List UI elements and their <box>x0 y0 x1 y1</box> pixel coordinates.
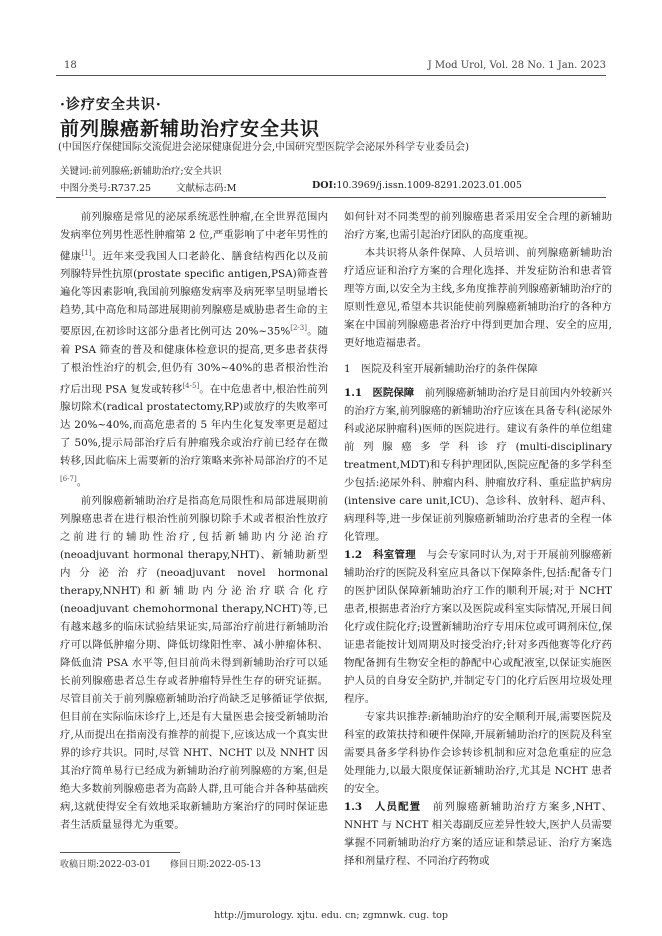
class-number: 中图分类号:R737.25 <box>60 183 152 194</box>
right-paragraph-1: 如何针对不同类型的前列腺癌患者采用安全合理的新辅助治疗方案,也需引起治疗团队的高度重视。 <box>344 211 612 241</box>
left-paragraph-1: 前列腺癌是常见的泌尿系统恶性肿瘤,在全世界范围内发病率位列男性恶性肿瘤第 2 位,严重影响了中老年男性的健康[1]。近年来受我国人口老龄化、膳食结构西化以及前列腺特异性抗原(prostate specific antigen,PSA)筛查普遍化等因素影响,我国前列腺癌发病率及病死率呈明显增长趋势,其中高危和局部进展期前列腺癌是威胁患者生命的主要原因,在初诊时这部分患者比例可达 20%~35%[2-3]。随着 PSA 筛查的普及和健康体检意识的提高,更多患者获得了根治性治疗的机会,但仍有 30%~40%的患者根治性治疗后出现 PSA 复发或转移[4-5]。在中危患者中,根治性前列腺切除术(radical prostatectomy,RP)或放疗的失败率可达 20%~40%,而高危患者的 5 年内生化复发率更是超过了 50%,提示局部治疗后有肿瘤残余或治疗前已经存在微转移,因此临床上需要新的治疗策略来弥补局部治疗的不足[6-7]。 <box>60 211 328 489</box>
article-title: 前列腺癌新辅助治疗安全共识 <box>60 118 321 140</box>
page-number: 18 <box>64 60 77 71</box>
header-divider <box>56 75 606 76</box>
citation-ref[interactable]: [1] <box>81 249 92 257</box>
subsection-title-1-3: 1.3 人员配置 <box>344 801 422 813</box>
consensus-recommendation: 专家共识推荐:新辅助治疗的安全顺利开展,需要医院及科室的政策扶持和硬件保障,开展新辅助治疗的医院及科室需要具备多学科协作会诊转诊机制和应对急危重症的应急处理能力,以最大限度保证新辅助治疗,尤其是 NCHT 患者的安全。 <box>344 711 612 795</box>
doi <box>312 180 522 194</box>
authors: (中国医疗保健国际交流促进会泌尿健康促进分会,中国研究型医院学会泌尿外科学专业委员会) <box>58 142 469 153</box>
left-paragraph-2: 前列腺癌新辅助治疗是指高危局限性和局部进展期前列腺癌患者在进行根治性前列腺切除手术或者根治性放疗之前进行的辅助性治疗,包括新辅助内分泌治疗(neoadjuvant hormonal therapy,NHT)、新辅助新型内分泌治疗(neoadjuvant novel hormonal therapy,NNHT)和新辅助内分泌治疗联合化疗(neoadjuvant chemohormonal therapy,NCHT)等,已有越来越多的临床试验结果证实,局部治疗前进行新辅助治疗可以降低肿瘤分期、降低切缘阳性率、减小肿瘤体积、降低血清 PSA 水平等,但目前尚未得到新辅助治疗可以延长前列腺癌患者总生存或者肿瘤特异性生存的研究证据。尽管目前关于前列腺癌新辅助治疗尚缺乏足够循证学依据,但目前在实际临床诊疗上,还是有大量医患会接受新辅助治疗,从而提出在指南没有推荐的前提下,应该达成一个真实世界的诊疗共识。同时,尽管 NHT、NCHT 以及 NNHT 因其治疗简单易行已经成为新辅助治疗前列腺癌的方案,但是绝大多数前列腺癌患者为高龄人群,且可能合并各种基础疾病,这就使得安全有效地采取新辅助方案治疗的同时保证患者生活质量显得尤为重要。 <box>60 494 328 831</box>
received-date: 收稿日期:2022-03-01 <box>60 860 151 870</box>
subsection-title-1-2: 1.2 科室管理 <box>344 549 416 561</box>
section-tag: ·诊疗安全共识· <box>60 97 162 113</box>
citation-ref[interactable]: [4-5] <box>182 381 200 390</box>
citation-ref[interactable]: [2-3] <box>290 324 307 333</box>
right-column: 如何针对不同类型的前列腺癌患者采用安全合理的新辅助治疗方案,也需引起治疗团队的高度重视。 本共识将从条件保障、人员培训、前列腺癌新辅助治疗适应证和治疗方案的合理化选择、并发症防治和患者管理等方面,以安全为主线,多角度推荐前列腺癌新辅助治疗的原则性意见,希望本共识能使前列腺癌新辅助治疗的各种方案在中国前列腺癌患者治疗中得到更加合理、安全的应用,更好地造福患者。 1 医院及科室开展新辅助治疗的条件保障 1.1 医院保障 前列腺癌新辅助治疗是目前国内外较新兴的治疗方案,前列腺癌的新辅助治疗应该在具备专科(泌尿外科或泌尿肿瘤科)医师的医院进行。建议有条件的单位组建前列腺癌多学科诊疗(multi-disciplinary treatment,MDT)和专科护理团队,医院应配备的多学科至少包括:泌尿外科、肿瘤内科、肿瘤放疗科、重症监护病房(intensive care unit,ICU)、急诊科、放射科、超声科、病理科等,进一步保证前列腺癌新辅助治疗患者的全程一体化管理。 1.2 科室管理 与会专家同时认为,对于开展前列腺癌新辅助治疗的医院及科室应具备以下保障条件,包括:配备专门的医护团队保障新辅助治疗工作的顺利开展;对于 NCHT 患者,根据患者治疗方案以及医院或科室实际情况,开展日间化疗或住院化疗;设置新辅助治疗专用床位或可调剂床位,保证患者能按计划周期及时接受治疗;针对多西他赛等化疗药物配备拥有生物安全柜的静配中心或配液室,以保证实施医护人员的自身安全防护,并制定专门的化疗后医用垃圾处理程序。 专家共识推荐:新辅助治疗的安全顺利开展,需要医院及科室的政策扶持和硬件保障,开展新辅助治疗的医院及科室需要具备多学科协作会诊转诊机制和应对急危重症的应急处理能力,以最大限度保证新辅助治疗,尤其是 NCHT 患者的安全。 1.3 人员配置 前列腺癌新辅助治疗方案多,NHT、NNHT 与 NCHT 相关毒副反应差异性较大,医护人员需要掌握不同新辅助治疗方案的适应证和禁忌证、治疗方案选择和剂量疗程、不同治疗药物或 <box>344 208 612 926</box>
keywords: 关键词:前列腺癌;新辅助治疗;安全共识 <box>60 166 222 177</box>
document-code: 文献标志码:M <box>176 183 237 194</box>
section-heading-1: 1 医院及科室开展新辅助治疗的条件保障 <box>344 363 538 375</box>
journal-info: J Mod Urol, Vol. 28 No. 1 Jan. 2023 <box>427 60 606 71</box>
classification-row <box>60 180 522 194</box>
citation-ref[interactable]: [6-7] <box>60 475 77 484</box>
footer-url[interactable]: http://jmurology. xjtu. edu. cn; zgmnwk. cug. top <box>214 910 448 921</box>
dates-row <box>60 857 261 870</box>
doi-value[interactable]: 10.3969/j.issn.1009-8291.2023.01.005 <box>336 180 522 191</box>
left-column <box>60 208 328 848</box>
doi-label: DOI: <box>312 180 337 191</box>
footnote-divider <box>60 852 180 853</box>
revised-date: 修回日期:2022-05-13 <box>170 860 261 870</box>
meta-divider <box>56 197 606 198</box>
right-paragraph-2: 本共识将从条件保障、人员培训、前列腺癌新辅助治疗适应证和治疗方案的合理化选择、并发症防治和患者管理等方面,以安全为主线,多角度推荐前列腺癌新辅助治疗的原则性意见,希望本共识能使前列腺癌新辅助治疗的各种方案在中国前列腺癌患者治疗中得到更加合理、安全的应用,更好地造福患者。 <box>344 247 612 349</box>
subsection-title-1-1: 1.1 医院保障 <box>344 387 415 399</box>
